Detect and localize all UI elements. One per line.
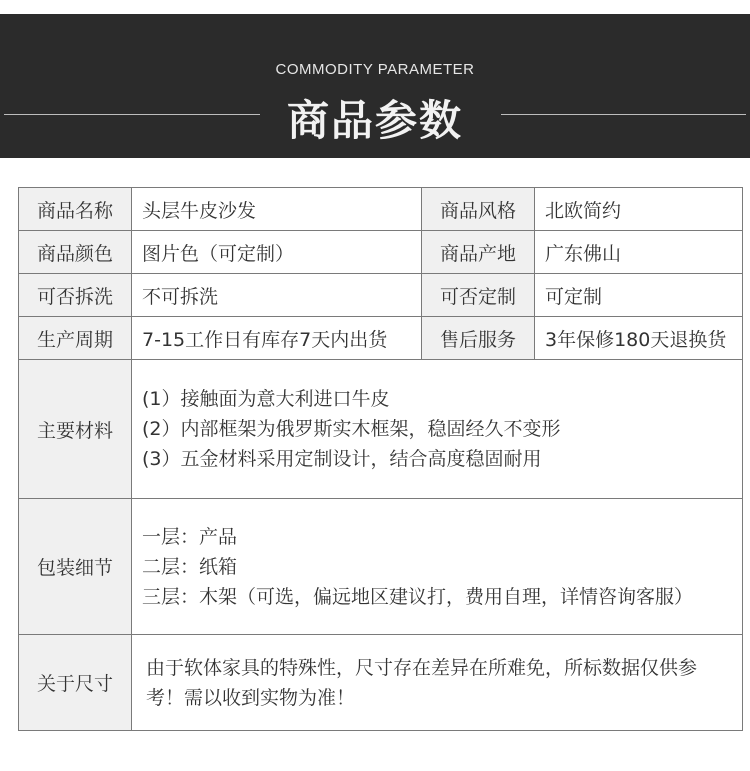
packaging-list [142,522,732,612]
param-label: 商品名称 [19,188,132,231]
param-value: 头层牛皮沙发 [132,188,422,231]
param-value: 广东佛山 [535,231,743,274]
header-title: 商品参数 [286,96,463,145]
list-item: (2）内部框架为俄罗斯实木框架，稳固经久不变形 [142,418,561,440]
table-row [19,274,743,317]
param-label: 商品颜色 [19,231,132,274]
list-item: 三层：木架（可选，偏远地区建议打，费用自理，详情咨询客服） [142,585,694,608]
size-cell [132,635,743,731]
param-value: 北欧简约 [535,188,743,231]
table-row-materials [19,360,743,499]
packaging-cell [132,499,743,635]
table-row [19,231,743,274]
header-subtitle: COMMODITY PARAMETER [275,61,475,78]
param-label: 售后服务 [422,317,535,360]
list-item: 二层：纸箱 [142,555,238,578]
list-item: (3）五金材料采用定制设计，结合高度稳固耐用 [142,448,542,470]
materials-label: 主要材料 [19,360,132,499]
materials-cell [132,360,743,499]
packaging-label: 包装细节 [19,499,132,635]
size-note: 由于软体家具的特殊性，尺寸存在差异在所难免，所标数据仅供参考！需以收到实物为准！ [146,656,698,709]
list-item: (1）接触面为意大利进口牛皮 [142,388,390,410]
header-banner [0,14,750,158]
param-label: 商品风格 [422,188,535,231]
param-value: 7-15工作日有库存7天内出货 [132,317,422,360]
param-value: 3年保修180天退换货 [535,317,743,360]
size-label: 关于尺寸 [19,635,132,731]
table-row [19,188,743,231]
materials-list [142,384,732,474]
param-label: 可否定制 [422,274,535,317]
param-value: 不可拆洗 [132,274,422,317]
param-label: 可否拆洗 [19,274,132,317]
table-row-packaging [19,499,743,635]
header-divider-right [501,114,746,115]
param-label: 商品产地 [422,231,535,274]
table-row-size [19,635,743,731]
param-value: 可定制 [535,274,743,317]
param-label: 生产周期 [19,317,132,360]
param-value: 图片色（可定制） [132,231,422,274]
params-table [18,187,743,731]
list-item: 一层：产品 [142,525,238,548]
table-row [19,317,743,360]
